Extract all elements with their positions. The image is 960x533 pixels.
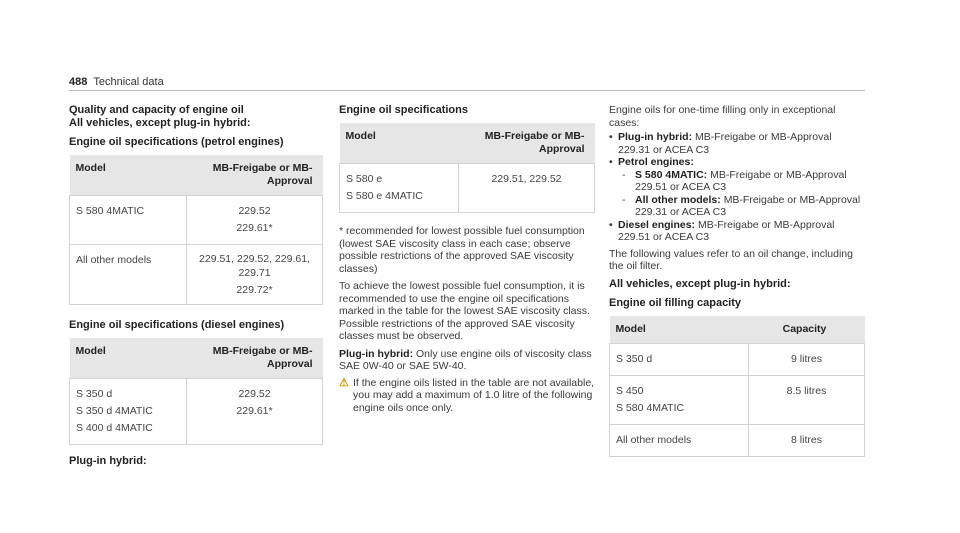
model-cell [70, 379, 187, 445]
quality-heading: Quality and capacity of engine oil [69, 104, 244, 116]
approval-value: 229.72* [236, 284, 273, 296]
plugin-text: Only use engine oils of viscosity class SAE 0W-40 or SAE 5W-40. [339, 347, 592, 372]
col-header-capacity: Capacity [749, 316, 865, 344]
info-icon: ⚠ [339, 376, 349, 389]
approval-value: 229.61* [236, 222, 273, 234]
column-left [69, 104, 323, 468]
capacity-cell: 8 litres [749, 424, 865, 456]
approval-value: 229.52 [238, 205, 271, 217]
sub-list-item: - All other models: MB-Freigabe or MB-Approval 229.31 or ACEA C3 [622, 193, 861, 218]
table-row [340, 164, 595, 213]
model-name: S 580 e 4MATIC [346, 190, 423, 202]
table-row [70, 379, 323, 445]
item-label: Plug-in hybrid: [618, 131, 693, 143]
table-header-row [340, 123, 595, 164]
model-cell [340, 164, 459, 213]
exceptional-list [609, 131, 865, 244]
page-number: 488 [69, 76, 88, 88]
list-item [609, 131, 865, 156]
item-text: MB-Freigabe or MB-Approval 229.51 or ACEA C3 [635, 168, 847, 193]
approval-cell [187, 196, 323, 245]
col-header-approval: MB-Freigabe or MB-Approval [187, 155, 323, 196]
table-header-row [70, 155, 323, 196]
col-header-approval: MB-Freigabe or MB-Approval [459, 123, 595, 164]
model-name: S 400 d 4MATIC [76, 422, 153, 434]
table-row [70, 245, 323, 305]
approval-value: 229.51, 229.52, 229.61, 229.71 [199, 253, 310, 279]
item-text: MB-Freigabe or MB-Approval 229.31 or ACEA C3 [635, 193, 861, 218]
model-name: S 450 [616, 384, 644, 397]
all-vehicles-heading: All vehicles, except plug-in hybrid: [609, 277, 791, 290]
all-vehicles-heading: All vehicles, except plug-in hybrid: [69, 117, 251, 129]
note-text: If the engine oils listed in the table are not available, you may add a maximum of 1.0 litre of the following engine oils once only. [353, 376, 595, 414]
model-cell: S 580 4MATIC [70, 196, 187, 245]
header-divider [69, 90, 865, 91]
exceptional-intro: Engine oils for one-time filling only in exceptional cases: [609, 104, 836, 129]
col-header-model: Model [610, 316, 749, 344]
plugin-spec-table [339, 123, 595, 213]
col-header-model: Model [70, 155, 187, 196]
col-header-model: Model [70, 338, 187, 379]
approval-value: 229.52 [238, 388, 271, 400]
model-name: S 350 d [76, 388, 113, 400]
info-note [339, 377, 595, 415]
recommendation-paragraph: To achieve the lowest possible fuel consumption, it is recommended to use the engine oil specifications marked in the table for the lowest SAE viscosity class. Possible restrictions of the approved SAE viscosity classes must be observed. [339, 280, 590, 342]
page-header [69, 76, 164, 88]
approval-cell [187, 245, 323, 305]
table-row [610, 343, 865, 375]
approval-value: 229.61* [236, 405, 273, 417]
column-right [609, 104, 865, 457]
plugin-viscosity-paragraph [339, 348, 595, 373]
col-header-model: Model [340, 123, 459, 164]
diesel-spec-title: Engine oil specifications (diesel engines) [69, 319, 285, 331]
model-name: S 580 4MATIC [616, 401, 685, 414]
item-label: All other models: [635, 193, 721, 206]
item-label: S 580 4MATIC: [635, 168, 708, 181]
plugin-hybrid-heading: Plug-in hybrid: [69, 455, 147, 467]
model-cell: All other models [610, 424, 749, 456]
capacity-cell: 8.5 litres [749, 375, 865, 424]
plugin-label: Plug-in hybrid: [339, 347, 414, 360]
model-name: S 350 d 4MATIC [76, 405, 153, 417]
item-label: Petrol engines: [618, 156, 694, 168]
table-row [610, 424, 865, 456]
capacity-cell: 9 litres [749, 343, 865, 375]
plugin-spec-title: Engine oil specifications [339, 104, 468, 116]
table-header-row [70, 338, 323, 379]
model-cell: All other models [70, 245, 187, 305]
diesel-spec-table [69, 338, 323, 445]
section-title: Technical data [93, 76, 164, 88]
capacity-title: Engine oil filling capacity [609, 296, 742, 309]
petrol-spec-table [69, 155, 323, 305]
model-cell [610, 375, 749, 424]
table-row [610, 375, 865, 424]
list-item [609, 219, 865, 244]
footnote: * recommended for lowest possible fuel consumption (lowest SAE viscosity class in each case; observe possible restrictions of the approved SAE viscosity classes) [339, 225, 585, 275]
item-text: MB-Freigabe or MB-Approval 229.31 or ACEA C3 [618, 131, 832, 156]
approval-cell [187, 379, 323, 445]
capacity-table [609, 316, 865, 457]
col-header-approval: MB-Freigabe or MB-Approval [187, 338, 323, 379]
sub-list-item: - S 580 4MATIC: MB-Freigabe or MB-Approval 229.51 or ACEA C3 [622, 168, 847, 193]
model-cell: S 350 d [610, 343, 749, 375]
item-text: MB-Freigabe or MB-Approval 229.51 or ACEA C3 [618, 218, 835, 243]
petrol-spec-title: Engine oil specifications (petrol engines) [69, 136, 284, 148]
oil-change-paragraph: The following values refer to an oil change, including the oil filter. [609, 247, 853, 272]
item-label: Diesel engines: [618, 218, 696, 231]
model-name: S 580 e [346, 173, 383, 185]
table-header-row [610, 316, 865, 344]
table-row [70, 196, 323, 245]
column-middle [339, 104, 595, 414]
list-item [609, 156, 865, 169]
approval-cell: 229.51, 229.52 [459, 164, 595, 213]
